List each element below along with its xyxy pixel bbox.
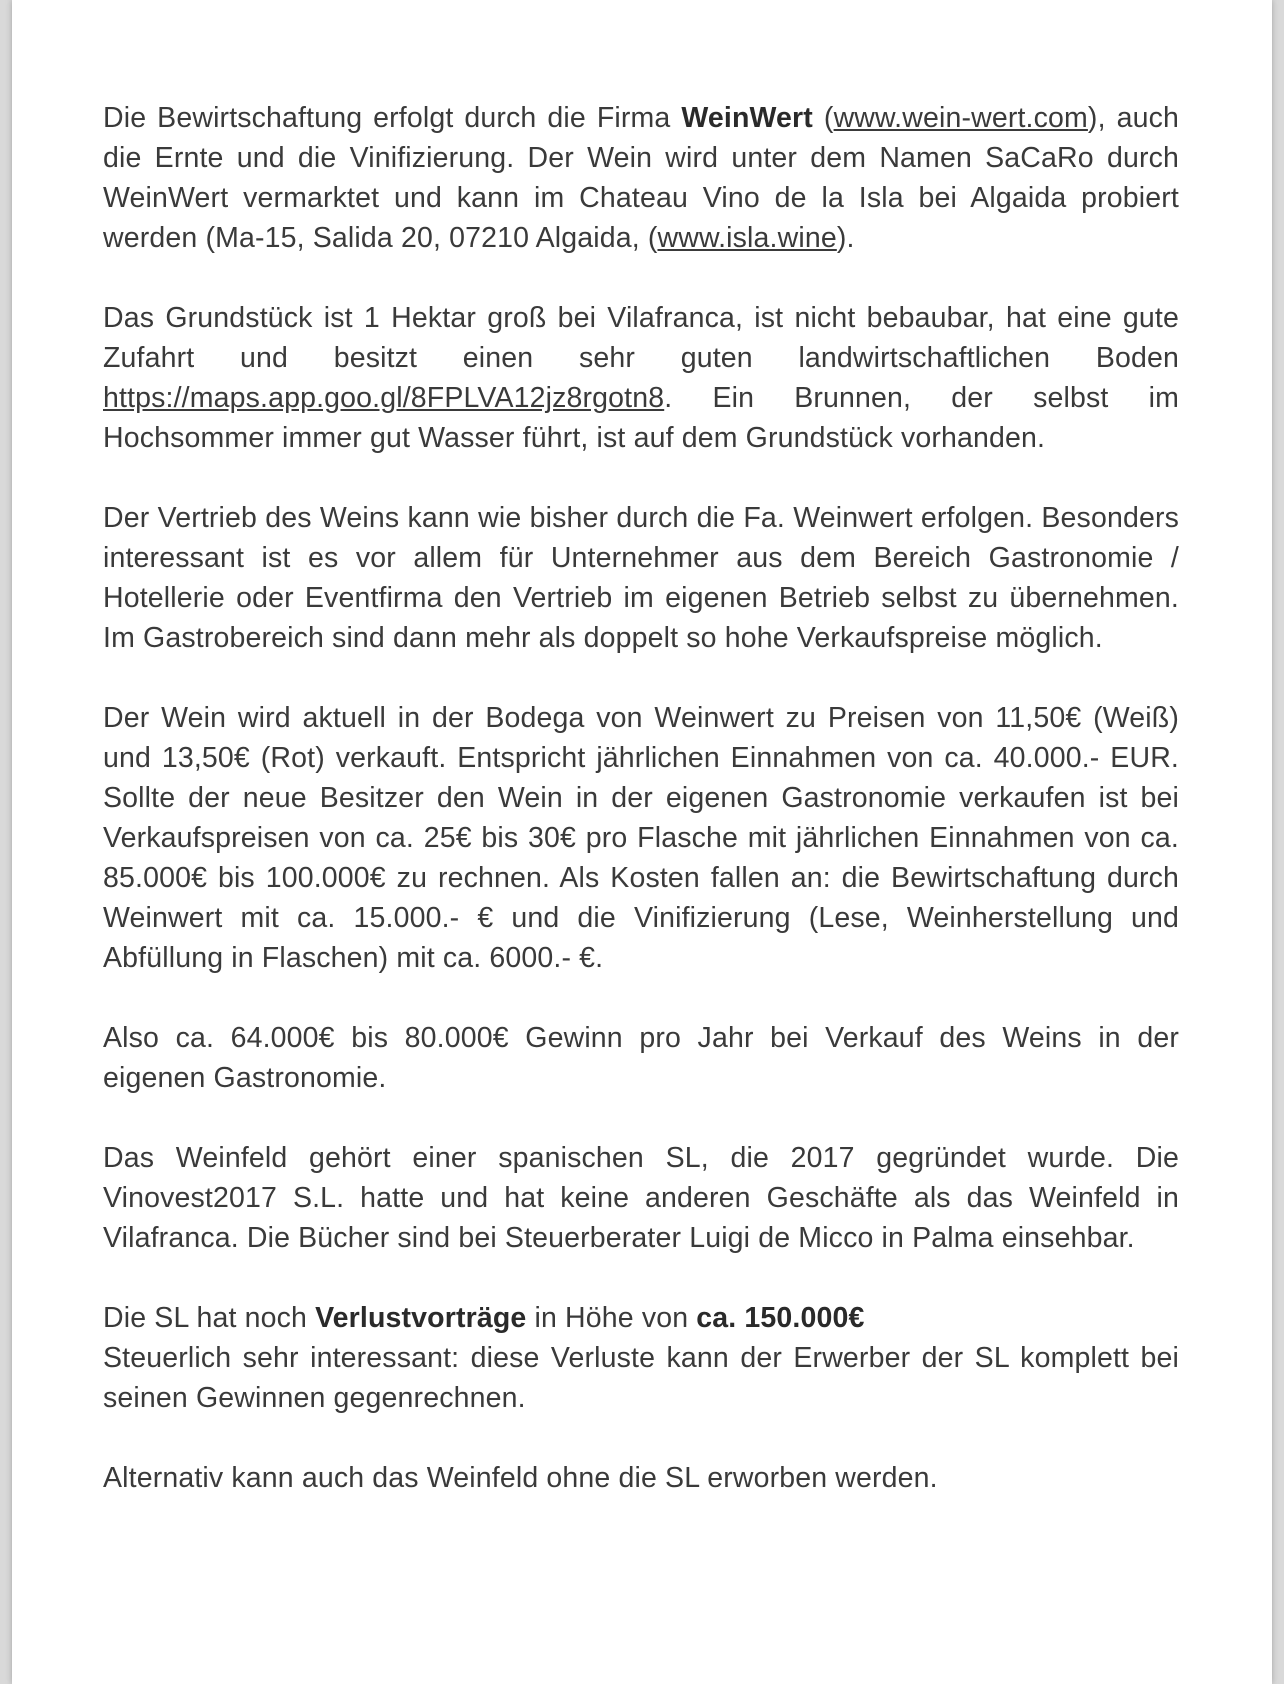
document-body [103, 98, 1179, 1538]
paragraph-profit: Also ca. 64.000€ bis 80.000€ Gewinn pro Jahr bei Verkauf des Weins in der eigenen Gastronomie. [103, 1022, 1179, 1094]
link-wein-wert[interactable]: www.wein-wert.com [833, 102, 1088, 134]
loss-carryforward-label: Verlustvorträge [315, 1302, 527, 1334]
paragraph-alternative: Alternativ kann auch das Weinfeld ohne die SL erworben werden. [103, 1462, 938, 1494]
paragraph-distribution: Der Vertrieb des Weins kann wie bisher durch die Fa. Weinwert erfolgen. Besonders interessant ist es vor allem für Unternehmer aus dem Bereich Gastronomie / Hotellerie oder Eventfirma den Vertrieb im eigenen Betrieb selbst zu übernehmen. Im Gastrobereich sind dann mehr als doppelt so hohe Verkaufspreise möglich. [103, 502, 1179, 654]
loss-amount: ca. 150.000€ [696, 1302, 865, 1334]
document-page [12, 0, 1272, 1684]
company-name: WeinWert [681, 102, 813, 134]
paragraph-company: Das Weinfeld gehört einer spanischen SL, die 2017 gegründet wurde. Die Vinovest2017 S.L. hatte und hat keine anderen Geschäfte als das Weinfeld in Vilafranca. Die Bücher sind bei Steuerberater Luigi de Micco in Palma einsehbar. [103, 1142, 1179, 1254]
link-google-maps[interactable]: https://maps.app.goo.gl/8FPLVA12jz8rgotn8 [103, 382, 665, 414]
paragraph-prices: Der Wein wird aktuell in der Bodega von Weinwert zu Preisen von 11,50€ (Weiß) und 13,50€ (Rot) verkauft. Entspricht jährlichen Einnahmen von ca. 40.000.- EUR. Sollte der neue Besitzer den Wein in der eigenen Gastronomie verkaufen ist bei Verkaufspreisen von ca. 25€ bis 30€ pro Flasche mit jährlichen Einnahmen von ca. 85.000€ bis 100.000€ zu rechnen. Als Kosten fallen an: die Bewirtschaftung durch Weinwert mit ca. 15.000.- € und die Vinifizierung (Lese, Weinherstellung und Abfüllung in Flaschen) mit ca. 6000.- €. [103, 702, 1179, 974]
paragraph-management: Die Bewirtschaftung erfolgt durch die Firma WeinWert (www.wein-wert.com), auch die Ernte und die Vinifizierung. Der Wein wird unter dem Namen SaCaRo durch WeinWert vermarktet und kann im Chateau Vino de la Isla bei Algaida probiert werden (Ma-15, Salida 20, 07210 Algaida, (www.isla.wine). [103, 102, 1179, 254]
link-isla-wine[interactable]: www.isla.wine [657, 222, 837, 254]
paragraph-property: Das Grundstück ist 1 Hektar groß bei Vilafranca, ist nicht bebaubar, hat eine gute Zufahrt und besitzt einen sehr guten landwirtschaftlichen Boden https://maps.app.goo.gl/8FPLVA12jz8rgotn8. Ein Brunnen, der selbst im Hochsommer immer gut Wasser führt, ist auf dem Grundstück vorhanden. [103, 302, 1179, 454]
paragraph-losses: Die SL hat noch Verlustvorträge in Höhe von ca. 150.000€ Steuerlich sehr interessant: diese Verluste kann der Erwerber der SL komplett bei seinen Gewinnen gegenrechnen. [103, 1302, 1179, 1414]
